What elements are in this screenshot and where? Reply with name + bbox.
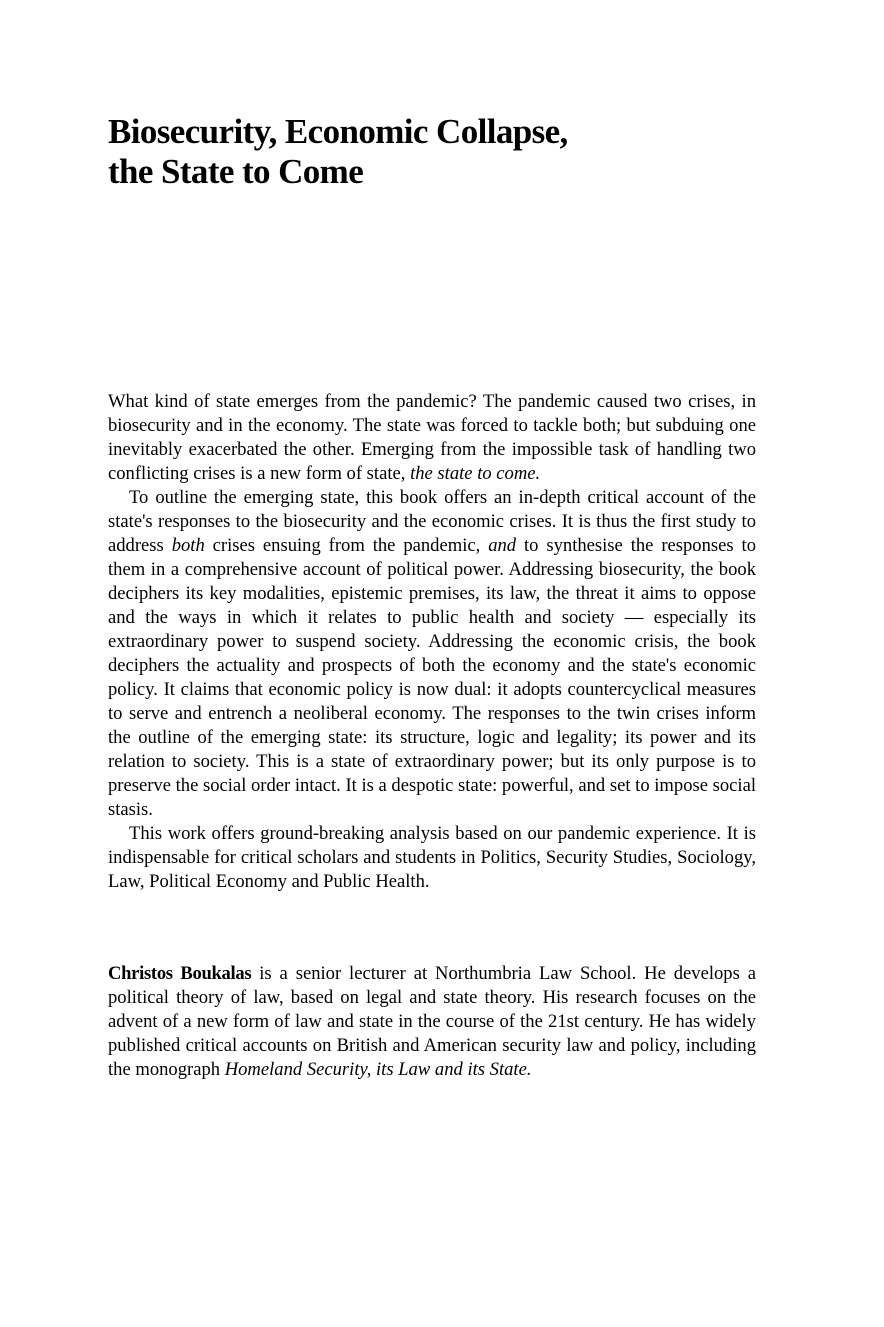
blurb-paragraph-2	[108, 486, 756, 822]
author-bio-text: is a senior lecturer at Northumbria Law School. He develops a political theory of law, based on legal and state theory. His research focuses on the advent of a new form of law and state in the course of the 21st century. He has widely published critical accounts on British and American security law and policy, including the monograph	[108, 963, 756, 1080]
blurb-p2-text-c: to synthesise the responses to them in a comprehensive account of political power. Addressing biosecurity, the book deciphers its key modalities, epistemic premises, its law, the threat it aims to oppose and the ways in which it relates to public health and society — especially its extraordinary power to suspend society. Addressing the economic crisis, the book deciphers the actuality and prospects of both the economy and the state's economic policy. It claims that economic policy is now dual: it adopts countercyclical measures to serve and entrench a neoliberal economy. The responses to the twin crises inform the outline of the emerging state: its structure, logic and legality; its power and its relation to society. This is a state of extraordinary power; but its only purpose is to preserve the social order intact. It is a despotic state: powerful, and set to impose social stasis.	[108, 535, 757, 820]
book-title-line-1: Biosecurity, Economic Collapse,	[108, 112, 568, 151]
blurb-p2-emphasis-both: both	[171, 535, 205, 556]
blurb-p2-text-b: crises ensuing from the pandemic,	[204, 535, 489, 556]
author-bio-end: .	[526, 1059, 532, 1080]
blurb-p1-end: .	[535, 463, 541, 484]
book-title	[108, 112, 768, 192]
author-bio	[108, 962, 756, 1082]
author-monograph-title: Homeland Security, its Law and its State	[224, 1059, 527, 1080]
blurb-p2-emphasis-and: and	[488, 535, 517, 556]
book-title-line-2: the State to Come	[108, 152, 364, 191]
author-name: Christos Boukalas	[108, 963, 252, 984]
blurb-body	[108, 390, 756, 894]
blurb-p1-emphasis: the state to come	[410, 463, 536, 484]
blurb-paragraph-3: This work offers ground-breaking analysis based on our pandemic experience. It is indispensable for critical scholars and students in Politics, Security Studies, Sociology, Law, Political Economy and Public Health.	[108, 823, 756, 892]
blurb-paragraph-1	[108, 390, 756, 486]
blurb-p1-text: What kind of state emerges from the pandemic? The pandemic caused two crises, in biosecurity and in the economy. The state was forced to tackle both; but subduing one inevitably exacerbated the other. Emerging from the impossible task of handling two conflicting crises is a new form of state,	[108, 391, 756, 484]
blurb-p2-text-a: To outline the emerging state, this book offers an in-depth critical account of the state's responses to the biosecurity and the economic crises. It is thus the first study to address	[108, 487, 756, 556]
